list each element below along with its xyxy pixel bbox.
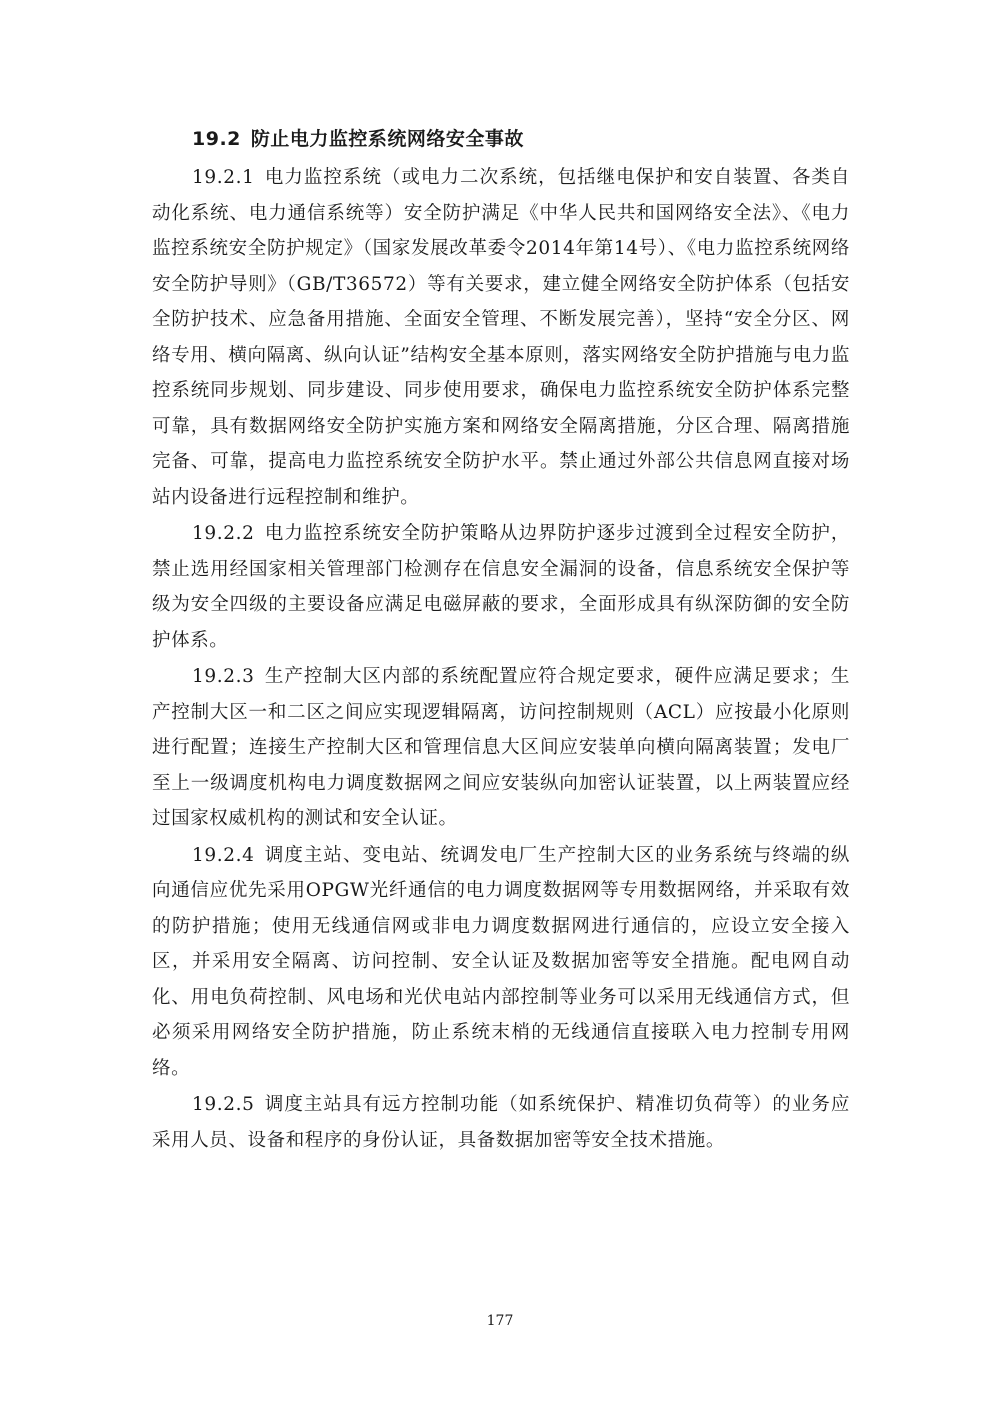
clause-paragraph-19-2-1 [152, 160, 850, 515]
clause-number: 19.2.3 [192, 666, 255, 687]
clause-paragraph-19-2-5 [152, 1087, 850, 1158]
clause-number: 19.2.2 [192, 523, 255, 544]
clause-text: 生产控制大区内部的系统配置应符合规定要求，硬件应满足要求；生产控制大区一和二区之间应实现逻辑隔离，访问控制规则（ACL）应按最小化原则进行配置；连接生产控制大区和管理信息大区间应安装单向横向隔离装置；发电厂至上一级调度机构电力调度数据网之间应安装纵向加密认证装置，以上两装置应经过国家权威机构的测试和安全认证。 [152, 666, 850, 829]
clause-number: 19.2.5 [192, 1094, 255, 1115]
clause-paragraph-19-2-4 [152, 838, 850, 1087]
section-title: 防止电力监控系统网络安全事故 [250, 128, 524, 150]
clause-text: 电力监控系统安全防护策略从边界防护逐步过渡到全过程安全防护，禁止选用经国家相关管理部门检测存在信息安全漏洞的设备，信息系统安全保护等级为安全四级的主要设备应满足电磁屏蔽的要求，全面形成具有纵深防御的安全防护体系。 [152, 523, 850, 651]
document-body [152, 122, 850, 1159]
clause-text: 电力监控系统（或电力二次系统，包括继电保护和安自装置、各类自动化系统、电力通信系统等）安全防护满足《中华人民共和国网络安全法》、《电力监控系统安全防护规定》（国家发展改革委令2014年第14号）、《电力监控系统网络安全防护导则》（GB/T36572）等有关要求，建立健全网络安全防护体系（包括安全防护技术、应急备用措施、全面安全管理、不断发展完善），坚持“安全分区、网络专用、横向隔离、纵向认证”结构安全基本原则，落实网络安全防护措施与电力监控系统同步规划、同步建设、同步使用要求，确保电力监控系统安全防护体系完整可靠，具有数据网络安全防护实施方案和网络安全隔离措施，分区合理、隔离措施完备、可靠，提高电力监控系统安全防护水平。禁止通过外部公共信息网直接对场站内设备进行远程控制和维护。 [152, 167, 850, 508]
clause-text: 调度主站、变电站、统调发电厂生产控制大区的业务系统与终端的纵向通信应优先采用OPGW光纤通信的电力调度数据网等专用数据网络，并采取有效的防护措施；使用无线通信网或非电力调度数据网进行通信的，应设立安全接入区，并采用安全隔离、访问控制、安全认证及数据加密等安全措施。配电网自动化、用电负荷控制、风电场和光伏电站内部控制等业务可以采用无线通信方式，但必须采用网络安全防护措施，防止系统末梢的无线通信直接联入电力控制专用网络。 [152, 844, 850, 1079]
clause-text: 调度主站具有远方控制功能（如系统保护、精准切负荷等）的业务应采用人员、设备和程序的身份认证，具备数据加密等安全技术措施。 [152, 1094, 850, 1151]
section-number: 19.2 [192, 128, 241, 150]
page-number: 177 [486, 1313, 514, 1329]
clause-number: 19.2.1 [192, 167, 255, 188]
clause-paragraph-19-2-2 [152, 516, 850, 658]
clause-paragraph-19-2-3 [152, 659, 850, 837]
section-heading [192, 122, 850, 156]
clause-number: 19.2.4 [192, 844, 255, 866]
